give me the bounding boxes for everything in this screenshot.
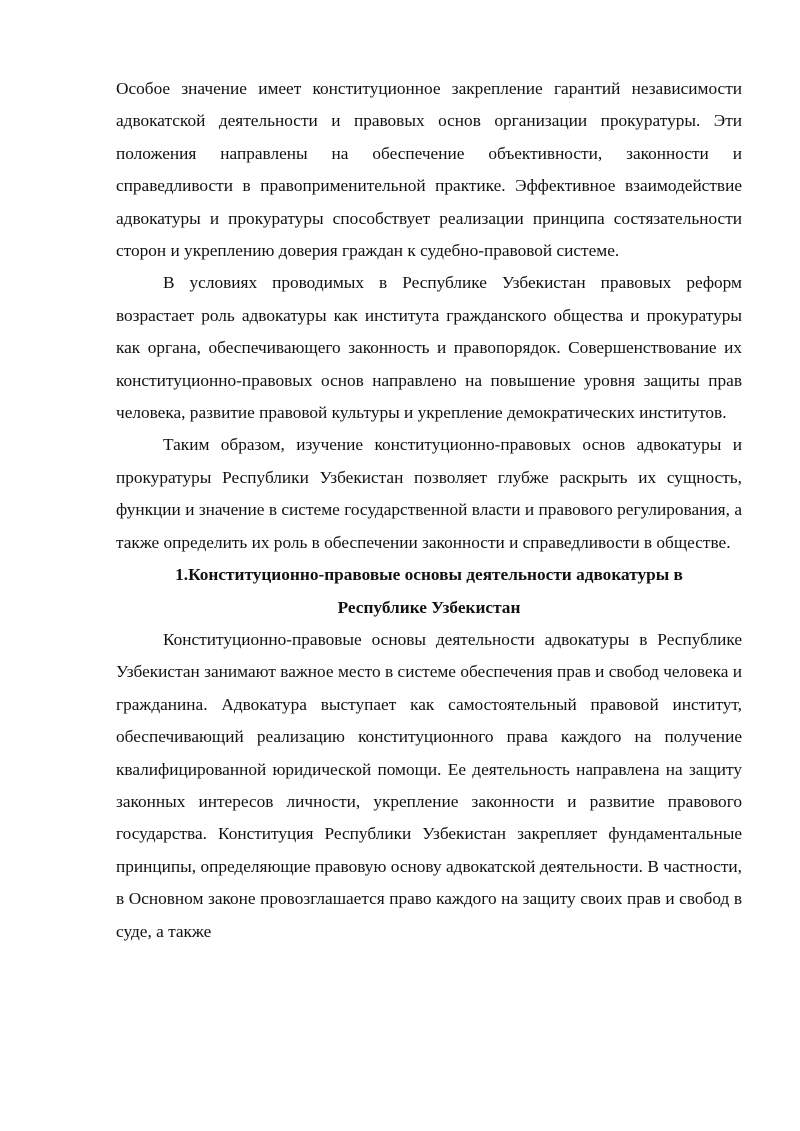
paragraph-2: В условиях проводимых в Республике Узбекистан правовых реформ возрастает роль адвокатуры как института гражданского общества и прокуратуры как органа, обеспечивающего законность и правопорядок. Совершенствование их конституционно-правовых основ направлено на повышение уровня защиты прав человека, развитие правовой культуры и укрепление демократических институтов. [116,273,742,423]
section-paragraph: Конституционно-правовые основы деятельности адвокатуры в Республике Узбекистан занимают важное место в системе обеспечения прав и свобод человека и гражданина. Адвокатура выступает как самостоятельный правовой институт, обеспечивающий реализацию конституционного права каждого на получение квалифицированной юридической помощи. Ее деятельность направлена на защиту законных интересов личности, укрепление законности и развитие правового государства. Конституция Республики Узбекистан закрепляет фундаментальные принципы, определяющие правовую основу адвокатской деятельности. В частности, в Основном законе провозглашается право каждого на защиту своих прав и свобод в суде, а также [116,629,742,941]
document-body [116,73,742,948]
section-heading [116,559,742,624]
section-heading-line-1: 1.Конституционно-правовые основы деятельности адвокатуры в [175,565,683,585]
paragraph-1: Особое значение имеет конституционное закрепление гарантий независимости адвокатской деятельности и правовых основ организации прокуратуры. Эти положения направлены на обеспечение объективности, законности и справедливости в правоприменительной практике. Эффективное взаимодействие адвокатуры и прокуратуры способствует реализации принципа состязательности сторон и укреплению доверия граждан к судебно-правовой системе. [116,79,742,261]
paragraph-3: Таким образом, изучение конституционно-правовых основ адвокатуры и прокуратуры Республики Узбекистан позволяет глубже раскрыть их сущность, функции и значение в системе государственной власти и правового регулирования, а также определить их роль в обеспечении законности и справедливости в обществе. [116,435,742,552]
section-heading-line-2: Республике Узбекистан [337,597,521,617]
